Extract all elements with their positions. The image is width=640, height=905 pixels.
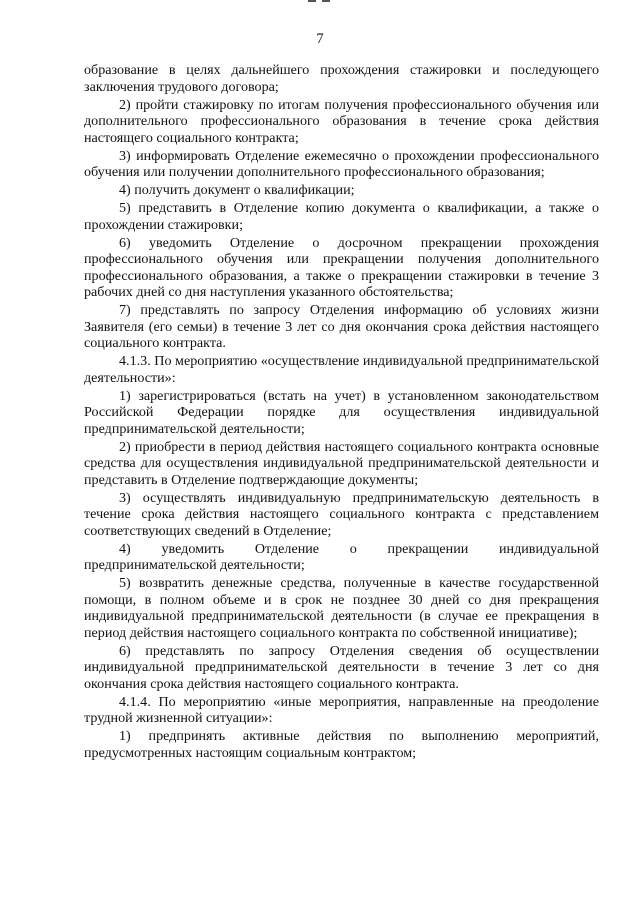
paragraph-9: 1) зарегистрироваться (встать на учет) в установленном законодательством Российской Федерации порядке для осуществления индивидуальной предпринимательской деятельности; [84,387,599,437]
paragraph-2: 2) пройти стажировку по итогам получения профессионального обучения или дополнительного профессионального образования в течение срока действия настоящего социального контракта; [84,96,599,146]
scan-artifact [308,0,334,3]
paragraph-1: образование в целях дальнейшего прохождения стажировки и последующего заключения трудового договора; [84,62,599,95]
paragraph-13: 5) возвратить денежные средства, полученные в качестве государственной помощи, в полном объеме и в срок не позднее 30 дней со дня прекращения индивидуальной предпринимательской деятельности (в случае ее прекращения в период действия настоящего социального контракта по собственной инициативе); [84,575,599,641]
section-4-1-3-heading: 4.1.3. По мероприятию «осуществление индивидуальной предпринимательской деятельности»: [84,353,599,386]
section-4-1-4-heading: 4.1.4. По мероприятию «иные мероприятия, направленные на преодоление трудной жизненной ситуации»: [84,693,599,726]
paragraph-7: 7) представлять по запросу Отделения информацию об условиях жизни Заявителя (его семьи) в течение 3 лет со дня окончания срока действия настоящего социального контракта. [84,302,599,351]
document-body [84,62,599,763]
paragraph-14: 6) представлять по запросу Отделения сведения об осуществлении индивидуальной предпринимательской деятельности в течение 3 лет со дня окончания срока действия настоящего социального контракта. [84,642,599,692]
page-number: 7 [316,31,324,47]
paragraph-11: 3) осуществлять индивидуальную предпринимательскую деятельность в течение срока действия настоящего социального контракта с представлением соответствующих сведений в Отделение; [84,489,599,539]
paragraph-3: 3) информировать Отделение ежемесячно о прохождении профессионального обучения или получении дополнительного профессионального образования; [84,147,599,180]
paragraph-6: 6) уведомить Отделение о досрочном прекращении прохождения профессионального обучения или прекращении получения дополнительного профессионального образования, а также о прекращении стажировки в течение 3 рабочих дней со дня наступления указанного обстоятельства; [84,234,599,300]
paragraph-12: 4) уведомить Отделение о прекращении индивидуальной предпринимательской деятельности; [84,540,599,573]
paragraph-16: 1) предпринять активные действия по выполнению мероприятий, предусмотренных настоящим социальным контрактом; [84,728,599,761]
paragraph-4: 4) получить документ о квалификации; [119,182,355,198]
paragraph-10: 2) приобрести в период действия настоящего социального контракта основные средства для осуществления индивидуальной предпринимательской деятельности и представить в Отделение подтверждающие документы; [84,438,599,488]
paragraph-5: 5) представить в Отделение копию документа о квалификации, а также о прохождении стажировки; [84,200,599,233]
